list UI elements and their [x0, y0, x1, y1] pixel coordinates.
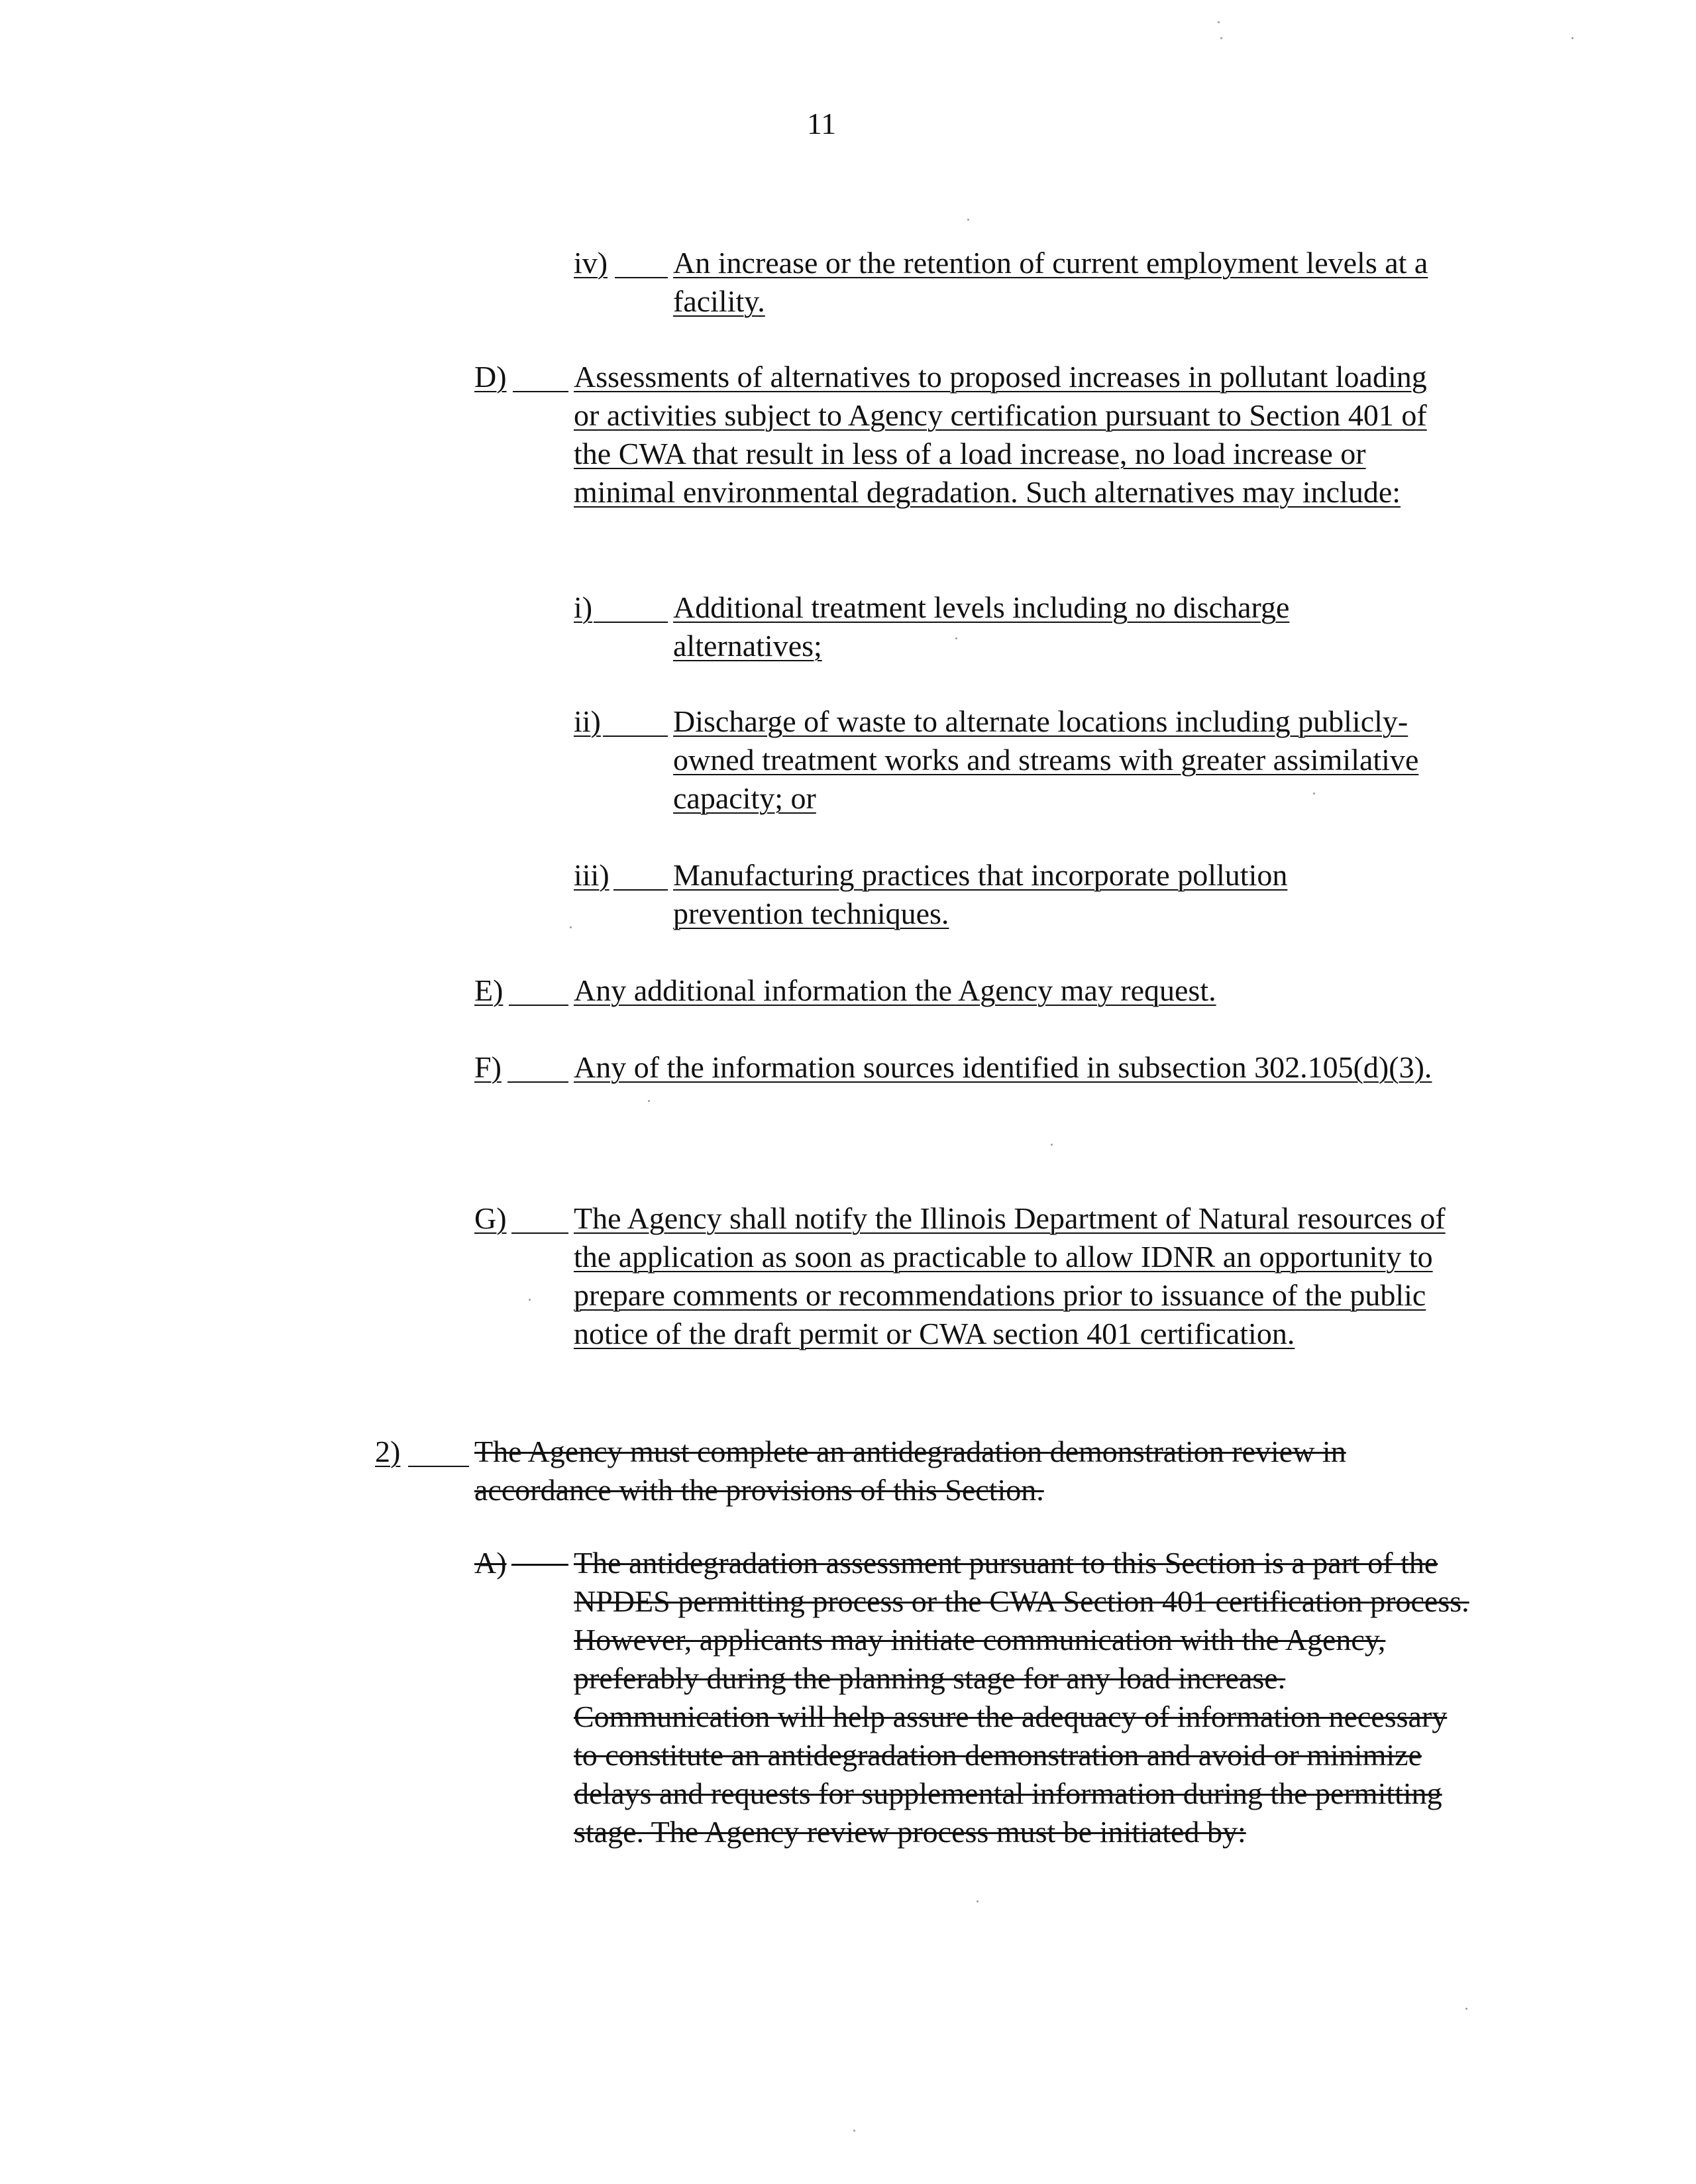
tab-leader — [408, 1466, 469, 1467]
item-label: D) — [474, 360, 507, 394]
tab-leader — [513, 391, 568, 392]
list-item-E — [474, 971, 1455, 1010]
item-label: E) — [474, 973, 504, 1007]
tab-leader — [511, 1232, 568, 1234]
item-text: An increase or the retention of current employment levels at a facility. — [673, 246, 1428, 318]
item-text: Any of the information sources identified in subsection 302.105(d)(3). — [574, 1050, 1432, 1084]
list-item-D — [474, 358, 1455, 550]
list-item-2-A — [474, 1544, 1488, 1890]
item-text: The antidegradation assessment pursuant to this Section is a part of the NPDES permitting process or the CWA Section 401 certification process. However, applicants may initiate communication with the Agency, preferably during the planning stage for any load increase. Communication will help assure the adequacy of information necessary to constitute an antidegradation demonstration and avoid or minimize delays and requests for supplemental information during the permitting stage. The Agency review process must be initiated by: — [574, 1546, 1469, 1849]
scan-speck — [1571, 37, 1573, 39]
scan-speck — [955, 637, 957, 639]
scan-speck — [570, 926, 572, 928]
item-label: F) — [474, 1050, 502, 1084]
scan-speck — [1218, 21, 1220, 23]
scan-speck — [529, 1299, 531, 1301]
scan-speck — [977, 1900, 979, 1902]
item-label: 2) — [375, 1435, 401, 1468]
item-label: A) — [474, 1546, 507, 1580]
item-label: iv) — [574, 246, 608, 280]
list-item-D-iii — [574, 856, 1455, 933]
item-text: Assessments of alternatives to proposed increases in pollutant loading or activities subject to Agency certification pursuant to Section 401 of the CWA that result in less of a load increase, no load increase or minimal environmental degradation. Such alternatives may include: — [574, 360, 1427, 509]
list-item-F — [474, 1048, 1455, 1125]
scan-speck — [853, 2130, 855, 2132]
scan-speck — [967, 219, 969, 221]
scan-speck — [1051, 1144, 1053, 1146]
item-label: iii) — [574, 858, 610, 892]
tab-leader — [615, 277, 668, 278]
item-label: ii) — [574, 704, 601, 738]
tab-leader — [594, 622, 668, 623]
item-label: G) — [474, 1201, 507, 1235]
item-text: The Agency shall notify the Illinois Department of Natural resources of the application as soon as practicable to allow IDNR an opportunity to prepare comments or recommendations prior to issuance of the public notice of the draft permit or CWA section 401 certification. — [574, 1201, 1446, 1350]
list-item-iv — [574, 244, 1455, 321]
list-item-G — [474, 1199, 1455, 1392]
item-label: i) — [574, 590, 593, 624]
list-item-D-i — [574, 588, 1455, 665]
tab-leader — [507, 1081, 568, 1083]
tab-leader — [511, 1564, 568, 1566]
list-item-D-ii — [574, 702, 1455, 818]
scan-speck — [1220, 37, 1222, 39]
tab-leader — [613, 889, 668, 891]
item-text: Manufacturing practices that incorporate pollution prevention techniques. — [673, 858, 1288, 930]
list-item-2 — [375, 1433, 1455, 1509]
item-text: Any additional information the Agency may request. — [574, 973, 1216, 1007]
item-text: Additional treatment levels including no discharge alternatives; — [673, 590, 1290, 663]
item-text: The Agency must complete an antidegradation demonstration review in accordance with the provisions of this Section. — [474, 1435, 1346, 1507]
scan-speck — [648, 1100, 650, 1102]
item-text: Discharge of waste to alternate locations including publicly-owned treatment works and streams with greater assimilative capacity; or — [673, 704, 1419, 815]
scan-speck — [1313, 792, 1315, 794]
tab-leader — [603, 736, 668, 737]
tab-leader — [509, 1005, 568, 1006]
page-number: 11 — [806, 107, 837, 140]
scan-speck — [1465, 2008, 1467, 2010]
